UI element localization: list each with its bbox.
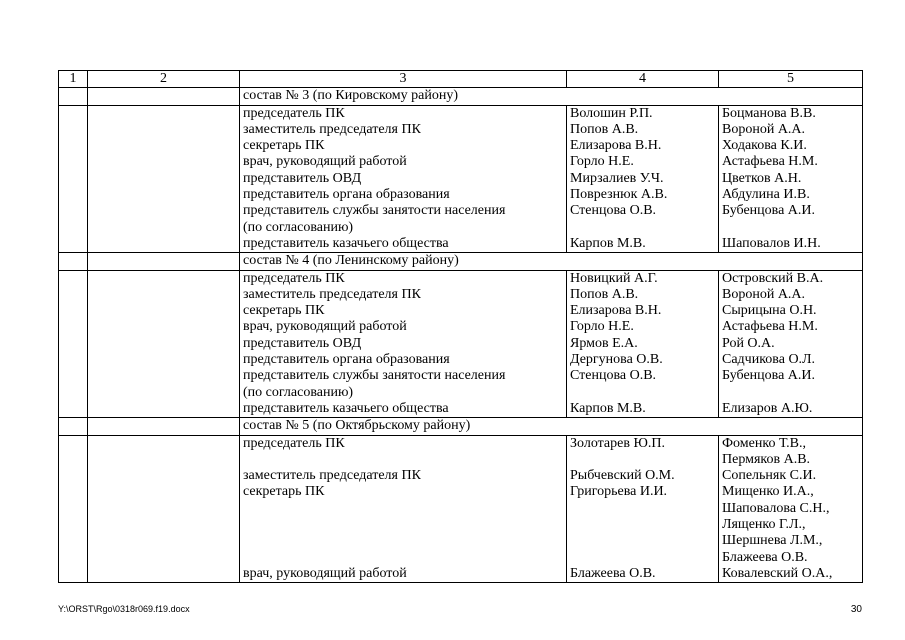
member-name: Бубенцова А.И.: [722, 368, 816, 384]
section-members-row: [59, 270, 863, 418]
empty-cell: [88, 253, 240, 270]
role-line: представитель ОВД: [243, 335, 362, 351]
member-name: Горло Н.Е.: [570, 319, 634, 335]
role-line: секретарь ПК: [243, 484, 325, 500]
empty-cell: [88, 105, 240, 253]
role-line: председатель ПК: [243, 270, 345, 286]
member-name: Елизарова В.Н.: [570, 138, 662, 154]
member-name: Карпов М.В.: [570, 235, 646, 251]
member-name: Попов А.В.: [570, 121, 639, 137]
member-name: Мищенко И.А.,: [722, 484, 814, 500]
role-line: (по согласованию): [243, 384, 354, 400]
column-number-header: 3: [240, 71, 567, 88]
member-name: Боцманова В.В.: [722, 105, 816, 121]
member-name: Цветков А.Н.: [722, 170, 802, 186]
member-name: Астафьева Н.М.: [722, 154, 818, 170]
empty-cell: [59, 435, 88, 583]
member-name: Островский В.А.: [722, 270, 824, 286]
member-name: Мирзалиев У.Ч.: [570, 170, 664, 186]
member-name: Золотарев Ю.П.: [570, 435, 665, 451]
role-cell: [240, 105, 567, 253]
member-cell-col4: [567, 105, 719, 253]
role-line: заместитель председателя ПК: [243, 286, 421, 302]
role-line: [243, 533, 563, 549]
member-name: Стенцова О.В.: [570, 203, 657, 219]
empty-cell: [88, 270, 240, 418]
member-name: Елизарова В.Н.: [570, 303, 662, 319]
member-name: [570, 501, 715, 517]
member-name: [722, 385, 859, 401]
role-line: врач, руководящий работой: [243, 565, 407, 581]
role-line: [243, 452, 563, 468]
role-line: заместитель председателя ПК: [243, 121, 421, 137]
role-cell: [240, 270, 567, 418]
role-cell: [240, 435, 567, 583]
empty-cell: [59, 88, 88, 105]
member-name: [570, 517, 715, 533]
empty-cell: [59, 270, 88, 418]
section-title: состав № 3 (по Кировскому району): [240, 88, 863, 105]
role-line: председатель ПК: [243, 435, 345, 451]
role-line: (по согласованию): [243, 219, 354, 235]
role-line: [243, 501, 563, 517]
empty-cell: [88, 418, 240, 435]
footer-file-path: Y:\ORST\Rgo\0318r069.f19.docx: [58, 604, 190, 614]
member-name: Поврезнюк А.В.: [570, 187, 668, 203]
member-name: Вороной А.А.: [722, 286, 806, 302]
empty-cell: [59, 418, 88, 435]
column-number-row: [59, 71, 863, 88]
role-line: представитель службы занятости населения: [243, 368, 506, 384]
table-body: [59, 71, 863, 583]
empty-cell: [59, 105, 88, 253]
member-name: Бубенцова А.И.: [722, 203, 816, 219]
section-title: состав № 5 (по Октябрьскому району): [240, 418, 863, 435]
section-title-row: [59, 418, 863, 435]
member-name: Ковалевский О.А.,: [722, 565, 833, 581]
member-name: Карпов М.В.: [570, 400, 646, 416]
member-name: Попов А.В.: [570, 286, 639, 302]
member-name: Лященко Г.Л.,: [722, 517, 806, 533]
member-name: Шаповалова С.Н.,: [722, 500, 830, 516]
role-line: секретарь ПК: [243, 303, 325, 319]
member-name: Пермяков А.В.: [722, 451, 811, 467]
member-name: Сырицына О.Н.: [722, 303, 817, 319]
section-title-row: [59, 88, 863, 105]
role-line: [243, 517, 563, 533]
member-name: Блажеева О.В.: [722, 549, 808, 565]
member-name: Садчикова О.Л.: [722, 352, 816, 368]
member-name: Рой О.А.: [722, 335, 775, 351]
role-line: представитель казачьего общества: [243, 400, 449, 416]
role-line: заместитель председателя ПК: [243, 468, 421, 484]
member-name: Елизаров А.Ю.: [722, 400, 813, 416]
member-name: [570, 452, 715, 468]
footer-page-number: 30: [850, 604, 862, 615]
role-line: [243, 550, 563, 566]
member-name: Волошин Р.П.: [570, 105, 653, 121]
empty-cell: [88, 88, 240, 105]
member-cell-col4: [567, 435, 719, 583]
column-number-header: 5: [719, 71, 863, 88]
role-line: представитель органа образования: [243, 352, 450, 368]
member-cell-col5: [719, 270, 863, 418]
member-name: Астафьева Н.М.: [722, 319, 818, 335]
member-name: Абдулина И.В.: [722, 187, 810, 203]
member-name: [722, 220, 859, 236]
member-name: Шаповалов И.Н.: [722, 235, 821, 251]
member-name: Рыбчевский О.М.: [570, 468, 675, 484]
member-name: [570, 220, 715, 236]
column-number-header: 2: [88, 71, 240, 88]
member-cell-col5: [719, 105, 863, 253]
member-name: Дергунова О.В.: [570, 352, 663, 368]
section-members-row: [59, 105, 863, 253]
committee-table: [58, 70, 863, 583]
member-name: Сопельняк С.И.: [722, 468, 817, 484]
section-members-row: [59, 435, 863, 583]
member-name: Блажеева О.В.: [570, 565, 656, 581]
role-line: председатель ПК: [243, 105, 345, 121]
member-cell-col5: [719, 435, 863, 583]
empty-cell: [59, 253, 88, 270]
member-name: Вороной А.А.: [722, 121, 806, 137]
member-name: Новицкий А.Г.: [570, 270, 658, 286]
role-line: секретарь ПК: [243, 138, 325, 154]
role-line: врач, руководящий работой: [243, 319, 407, 335]
empty-cell: [88, 435, 240, 583]
section-title-row: [59, 253, 863, 270]
member-name: Фоменко Т.В.,: [722, 435, 806, 451]
member-name: Григорьева И.И.: [570, 484, 668, 500]
member-name: Ходакова К.И.: [722, 138, 807, 154]
role-line: представитель казачьего общества: [243, 235, 449, 251]
column-number-header: 1: [59, 71, 88, 88]
member-name: Шершнева Л.М.,: [722, 533, 823, 549]
section-title: состав № 4 (по Ленинскому району): [240, 253, 863, 270]
role-line: представитель ОВД: [243, 170, 362, 186]
role-line: врач, руководящий работой: [243, 154, 407, 170]
member-name: [570, 533, 715, 549]
member-name: Стенцова О.В.: [570, 368, 657, 384]
member-name: [570, 550, 715, 566]
member-cell-col4: [567, 270, 719, 418]
column-number-header: 4: [567, 71, 719, 88]
member-name: Горло Н.Е.: [570, 154, 634, 170]
role-line: представитель службы занятости населения: [243, 203, 506, 219]
member-name: Ярмов Е.А.: [570, 335, 638, 351]
role-line: представитель органа образования: [243, 187, 450, 203]
member-name: [570, 385, 715, 401]
